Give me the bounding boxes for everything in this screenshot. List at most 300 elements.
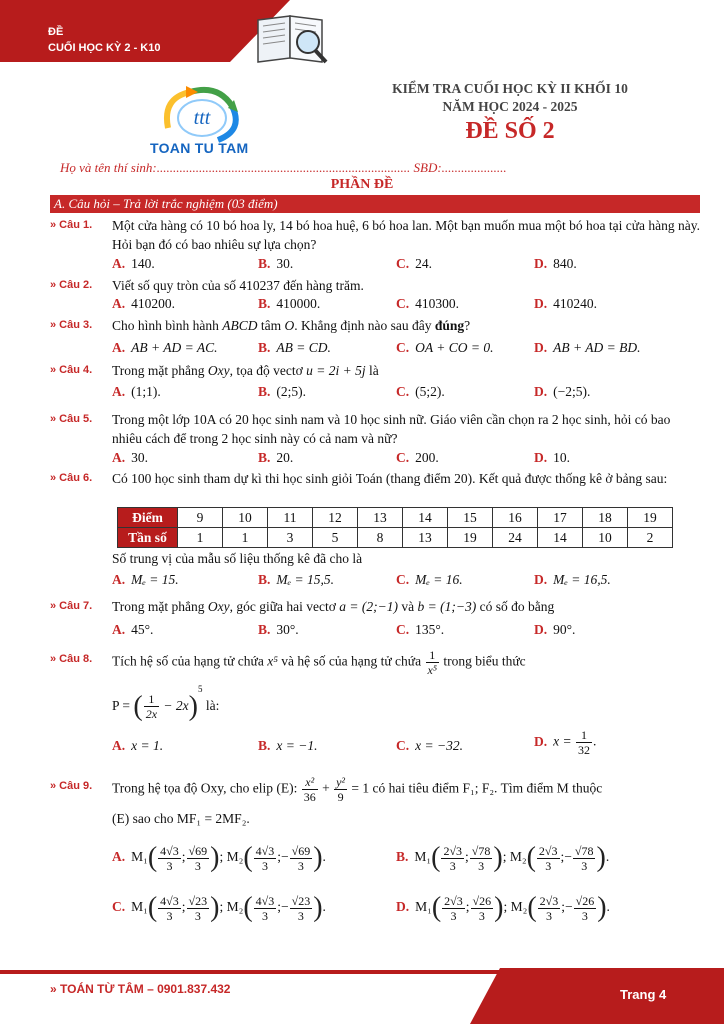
denominator: 3 — [297, 858, 304, 873]
stem-part: và — [398, 599, 418, 614]
option-key: D. — [534, 340, 548, 355]
option-text: 840. — [553, 256, 577, 271]
table-cell: 3 — [268, 528, 313, 548]
option-a — [112, 384, 161, 400]
option-key: A. — [112, 572, 126, 587]
question-label: » Câu 6. — [50, 472, 93, 484]
numerator: 1 — [426, 648, 440, 663]
section-title: A. Câu hỏi – Trả lời trắc nghiệm (03 điểm) — [50, 195, 700, 213]
numerator: x² — [302, 775, 318, 790]
denominator: 3 — [581, 908, 588, 923]
point-label: M₁ — [131, 899, 148, 915]
option-key: C. — [396, 738, 410, 753]
denominator: 3 — [261, 858, 268, 873]
separator: ; — [502, 849, 510, 865]
option-text: x = −1. — [276, 738, 318, 753]
stem-part: Trong hệ tọa độ Oxy, cho elip (E): — [112, 780, 301, 796]
paren-close: ) — [493, 842, 503, 873]
denominator: 3 — [166, 908, 173, 923]
denominator: 3 — [194, 908, 201, 923]
denominator: 9 — [337, 790, 344, 804]
stem-part: và hệ số của hạng tử chứa — [277, 653, 425, 669]
option-key: C. — [396, 340, 410, 355]
table-cell: 13 — [403, 528, 448, 548]
table-cell: 17 — [538, 508, 583, 528]
point-label: M₂ — [509, 849, 527, 865]
option-c — [396, 384, 445, 400]
denominator: 3 — [450, 908, 457, 923]
stem-part: O — [284, 318, 295, 333]
option-text: 90°. — [553, 622, 576, 637]
table-cell: 12 — [313, 508, 358, 528]
score-frequency-table — [117, 507, 673, 548]
option-a — [112, 256, 155, 272]
option-a — [112, 296, 175, 312]
question-6-followup: Số trung vị của mẫu số liệu thống kê đã cho là — [112, 551, 363, 566]
option-text: Mₑ = 16. — [415, 572, 463, 587]
table-cell: 19 — [628, 508, 673, 528]
point-label: M₂ — [226, 899, 244, 915]
question-label: » Câu 5. — [50, 413, 93, 425]
fraction — [537, 844, 560, 873]
option-c — [396, 256, 432, 272]
option-key: A. — [112, 256, 126, 271]
stem-part: đúng — [434, 318, 465, 333]
question-label: » Câu 2. — [50, 279, 93, 291]
expr-part: − 2x — [160, 698, 189, 713]
question-stem: Một cửa hàng có 10 bó hoa ly, 14 bó hoa huệ, 6 bó hoa lan. Một bạn muốn mua một bó hoa tại cửa hàng này. Hỏi bạn đó có bao nhiêu sự lựa chọn? — [112, 218, 701, 252]
question-stem: Trong một lớp 10A có 20 học sinh nam và 10 học sinh nữ. Giáo viên cần chọn ra 2 học sinh, hỏi có bao nhiêu cách để trong 2 học sinh này có cả nam và nữ? — [112, 412, 671, 446]
numerator: 2√3 — [443, 843, 463, 858]
stem-part: có số đo bằng — [476, 599, 555, 614]
paren-open: ( — [147, 892, 158, 923]
separator: ; — [277, 849, 281, 865]
minus-sign: − — [281, 899, 289, 915]
fraction — [158, 844, 181, 873]
fraction — [442, 894, 465, 923]
denominator: 3 — [261, 908, 268, 923]
separator: ; — [181, 849, 186, 865]
denominator: 36 — [303, 790, 316, 804]
denominator: 3 — [581, 858, 588, 873]
option-b — [258, 450, 293, 466]
option-text: 20. — [276, 450, 294, 465]
separator: ; — [465, 849, 469, 865]
numerator: √69 — [291, 843, 311, 858]
numerator: √78 — [574, 843, 594, 858]
option-b — [258, 340, 331, 356]
stem-part: Trong mặt phẳng — [112, 363, 208, 378]
stem-part: Oxy — [207, 599, 230, 614]
question-label: » Câu 3. — [50, 319, 93, 331]
denominator: 3 — [166, 858, 173, 873]
paren-close: ) — [494, 892, 504, 923]
table-row — [118, 528, 673, 548]
option-text: x = 1. — [131, 738, 164, 753]
stem-part: Oxy — [207, 363, 230, 378]
point-label: M₁ — [414, 849, 432, 865]
numerator: √26 — [472, 893, 492, 908]
option-d — [534, 296, 597, 312]
option-b — [258, 384, 306, 400]
page-number: Trang 4 — [620, 987, 667, 1002]
fraction — [471, 894, 494, 923]
numerator: 1 — [576, 728, 592, 743]
option-key: D. — [534, 622, 548, 637]
question-label: » Câu 1. — [50, 219, 93, 231]
option-a — [112, 572, 179, 588]
option-b — [258, 296, 320, 312]
option-text: (−2;5). — [553, 384, 591, 399]
option-text: 410000. — [276, 296, 321, 311]
question-label: » Câu 9. — [50, 780, 93, 792]
option-a — [112, 340, 217, 356]
separator: ; — [219, 899, 227, 915]
question-stem: Có 100 học sinh tham dự kì thi học sinh giỏi Toán (thang điểm 20). Kết quả được thống kê ở bảng sau: — [112, 471, 668, 486]
stem-part: b = (1;−3) — [417, 599, 477, 614]
option-text: 10. — [553, 450, 570, 465]
option-c — [396, 622, 444, 638]
paren-open: ( — [526, 842, 536, 873]
table-cell: 18 — [583, 508, 628, 528]
option-c — [396, 450, 439, 466]
fraction — [144, 692, 159, 721]
option-c — [396, 572, 463, 588]
stem-part: ? — [464, 318, 471, 333]
question-label: » Câu 7. — [50, 600, 93, 612]
paren-close: ) — [188, 690, 198, 722]
table-cell: 14 — [538, 528, 583, 548]
question-9-condition: (E) sao cho MF₁ = 2MF₂. — [112, 811, 250, 826]
question-stem: Trong hệ tọa độ Oxy, cho elip (E): $\frac{\text{x²}}{36}$ + $\frac{\text{y²}}{9}$ = 1 có hai tiêu điểm F₁; F₂. Tìm điểm M thuộc — [112, 775, 603, 804]
stem-part: , góc giữa hai vectơ — [229, 599, 340, 614]
option-key: C. — [396, 296, 410, 311]
option-key: D. — [396, 899, 410, 915]
stem-part: u = 2i + 5j — [306, 363, 366, 378]
option-text: x = — [553, 733, 575, 749]
option-text: (2;5). — [276, 384, 307, 399]
stem-part: = 1 có hai tiêu điểm F₁; F₂. Tìm điểm M thuộc — [348, 780, 603, 796]
question-stem: Viết số quy tròn của số 410237 đến hàng trăm. — [112, 278, 364, 293]
table-row — [118, 508, 673, 528]
table-header-cell: Điểm — [118, 508, 178, 528]
logo-text: TOAN TU TAM — [150, 140, 249, 156]
question-stem — [112, 361, 700, 380]
table-header-cell: Tần số — [118, 528, 178, 548]
fraction — [441, 844, 464, 873]
table-cell: 10 — [223, 508, 268, 528]
stem-part: Cho hình bình hành — [112, 318, 223, 333]
option-key: B. — [396, 849, 409, 865]
stem-part: x⁵ — [267, 653, 278, 669]
fraction — [290, 844, 313, 873]
paren-open: ( — [133, 690, 143, 722]
table-cell: 24 — [493, 528, 538, 548]
numerator: 2√3 — [444, 893, 463, 908]
stem-part: Tích hệ số của hạng tử chứa — [112, 653, 268, 669]
table-cell: 10 — [583, 528, 628, 548]
option-d — [534, 450, 570, 466]
option-key: B. — [258, 738, 271, 753]
fraction — [573, 844, 596, 873]
option-a — [112, 738, 163, 754]
option-d — [534, 256, 577, 272]
option-text: 410300. — [415, 296, 459, 311]
expr-part: P = — [112, 698, 134, 713]
option-text: 410200. — [131, 296, 175, 311]
option-c — [396, 738, 463, 754]
option-text: 140. — [131, 256, 155, 271]
option-key: A. — [112, 849, 126, 865]
table-cell: 19 — [448, 528, 493, 548]
option-key: C. — [396, 622, 410, 637]
stem-part: . Khẳng định nào sau đây — [294, 318, 435, 333]
option-a: A. M₁( $\frac{4√3}{3}$ ; $\frac{√69}{3}$ ); M₂( $\frac{4√3}{3}$ ;− $\frac{√69}{3}$ ). — [112, 842, 326, 873]
separator: ; — [277, 899, 281, 915]
student-info-line: Họ và tên thí sinh:.............................................................................. SBD:.................... — [60, 160, 507, 175]
option-text: 24. — [415, 256, 432, 271]
fraction — [538, 894, 561, 923]
paren-close: ) — [210, 842, 220, 873]
fraction — [187, 844, 210, 873]
denominator: 3 — [297, 908, 304, 923]
option-text: AB = CD. — [276, 340, 331, 355]
option-d — [534, 384, 590, 400]
part-title: PHẦN ĐỀ — [330, 177, 394, 192]
option-b — [258, 622, 299, 638]
numerator: 4√3 — [160, 893, 179, 908]
option-key: D. — [534, 450, 548, 465]
question-stem — [112, 316, 700, 335]
option-text: Mₑ = 15. — [131, 572, 179, 587]
paren-close: ) — [596, 842, 606, 873]
table-cell: 11 — [268, 508, 313, 528]
option-key: B. — [258, 622, 271, 637]
denominator: 3 — [478, 908, 485, 923]
stem-part: trong biểu thức — [440, 653, 526, 669]
paren-open: ( — [147, 842, 158, 873]
point-label: M₁ — [415, 899, 432, 915]
option-text: 30. — [276, 256, 294, 271]
exam-title-line1: KIỂM TRA CUỐI HỌC KỲ II KHỐI 10 — [392, 81, 628, 96]
option-key: B. — [258, 572, 271, 587]
option-c: C. M₁( $\frac{4√3}{3}$ ; $\frac{√23}{3}$ ); M₂( $\frac{4√3}{3}$ ;− $\frac{√23}{3}$ ). — [112, 892, 326, 923]
minus-sign: − — [281, 849, 289, 865]
option-key: D. — [534, 384, 548, 399]
header-de-label: ĐỀ — [48, 26, 64, 38]
option-key: C. — [112, 899, 126, 915]
stem-part: Trong mặt phẳng — [112, 599, 208, 614]
denominator: 3 — [449, 858, 456, 873]
option-a — [112, 622, 153, 638]
paren-close: ) — [210, 892, 220, 923]
denominator: 3 — [194, 858, 201, 873]
numerator: 1 — [144, 692, 159, 707]
option-key: A. — [112, 622, 126, 637]
option-b — [258, 572, 334, 588]
table-cell: 15 — [448, 508, 493, 528]
fraction — [254, 844, 277, 873]
separator: ; — [219, 849, 227, 865]
fraction — [426, 648, 440, 677]
separator: ; — [560, 849, 565, 865]
header-subtitle: CUỐI HỌC KỲ 2 - K10 — [48, 42, 161, 54]
exam-title — [380, 80, 640, 116]
option-key: C. — [396, 256, 410, 271]
option-key: A. — [112, 340, 126, 355]
denominator: 2x — [145, 707, 158, 722]
numerator: 4√3 — [255, 893, 275, 908]
option-text: 30. — [131, 450, 148, 465]
stem-part: ABCD — [222, 318, 258, 333]
denominator: 3 — [545, 908, 552, 923]
option-d — [534, 340, 640, 356]
book-magnifier-icon — [252, 8, 332, 66]
footer-contact: » TOÁN TỪ TÂM – 0901.837.432 — [50, 982, 231, 996]
paren-open: ( — [431, 842, 441, 873]
option-key: B. — [258, 296, 271, 311]
option-text: AB + AD = AC. — [131, 340, 218, 355]
exponent: 5 — [197, 684, 203, 694]
option-key: A. — [112, 296, 126, 311]
table-cell: 8 — [358, 528, 403, 548]
option-d: D. x = $\frac{1}{32}$ . — [534, 728, 597, 757]
option-key: B. — [258, 450, 271, 465]
logo-mark: ttt — [193, 107, 211, 129]
option-text: 200. — [415, 450, 439, 465]
option-text: 30°. — [276, 622, 299, 637]
separator: ; — [503, 899, 511, 915]
table-cell: 2 — [628, 528, 673, 548]
stem-part: , tọa độ vectơ — [229, 363, 307, 378]
option-text: 135°. — [415, 622, 445, 637]
table-cell: 16 — [493, 508, 538, 528]
stem-part: tâm — [257, 318, 285, 333]
table-cell: 9 — [178, 508, 223, 528]
separator: ; — [561, 899, 565, 915]
option-c — [396, 296, 459, 312]
exam-number: ĐỀ SỐ 2 — [465, 118, 555, 144]
numerator: √78 — [471, 843, 491, 858]
paren-close: ) — [313, 892, 323, 923]
numerator: 4√3 — [160, 843, 179, 858]
option-key: C. — [396, 384, 410, 399]
table-cell: 13 — [358, 508, 403, 528]
fraction — [187, 894, 210, 923]
numerator: 2√3 — [539, 893, 559, 908]
denominator: 3 — [545, 858, 552, 873]
paren-close: ) — [313, 842, 323, 873]
fraction — [302, 775, 318, 804]
denominator: 32 — [577, 743, 590, 757]
question-stem — [112, 648, 700, 677]
fraction — [574, 894, 597, 923]
separator: ; — [465, 899, 470, 915]
paren-open: ( — [243, 842, 253, 873]
option-key: B. — [258, 340, 271, 355]
numerator: 4√3 — [255, 843, 275, 858]
option-key: D. — [534, 572, 548, 587]
option-text: (5;2). — [415, 384, 445, 399]
minus-sign: − — [565, 899, 573, 915]
paren-open: ( — [243, 892, 253, 923]
stem-part: là — [365, 363, 379, 378]
option-d — [534, 622, 575, 638]
option-text: 45°. — [131, 622, 154, 637]
fraction — [334, 775, 347, 804]
option-a — [112, 450, 148, 466]
paren-open: ( — [527, 892, 537, 923]
fraction — [254, 894, 277, 923]
table-cell: 5 — [313, 528, 358, 548]
footer-right-band — [470, 968, 724, 1024]
fraction — [158, 894, 181, 923]
question-stem — [112, 597, 700, 616]
fraction — [290, 894, 313, 923]
option-key: A. — [112, 384, 126, 399]
option-text: OA + CO = 0. — [415, 340, 494, 355]
denominator: x⁵ — [427, 663, 437, 677]
option-key: C. — [396, 572, 410, 587]
option-key: B. — [258, 384, 271, 399]
expr-part: là: — [202, 698, 220, 713]
question-label: » Câu 8. — [50, 653, 93, 665]
option-text: x = −32. — [415, 738, 463, 753]
option-d — [534, 572, 611, 588]
paren-close: ) — [597, 892, 607, 923]
option-b — [258, 256, 293, 272]
point-label: M₂ — [510, 899, 528, 915]
numerator: √23 — [188, 893, 208, 908]
paren-open: ( — [431, 892, 442, 923]
point-label: M₂ — [226, 849, 244, 865]
option-key: A. — [112, 738, 126, 753]
numerator: y² — [336, 775, 346, 789]
option-key: D. — [534, 256, 548, 271]
option-b: B. M₁( $\frac{2√3}{3}$ ; $\frac{√78}{3}$ ); M₂( $\frac{2√3}{3}$ ;− $\frac{√78}{3}$ ). — [396, 842, 610, 873]
table-cell: 1 — [178, 528, 223, 548]
option-key: A. — [112, 450, 126, 465]
question-8-expression — [112, 684, 219, 723]
minus-sign: − — [564, 849, 572, 865]
option-key: D. — [534, 733, 548, 749]
option-d: D. M₁( $\frac{2√3}{3}$ ; $\frac{√26}{3}$ ); M₂( $\frac{2√3}{3}$ ;− $\frac{√26}{3}$ ). — [396, 892, 610, 923]
question-label: » Câu 4. — [50, 364, 93, 376]
numerator: √26 — [575, 893, 595, 908]
option-text: (1;1). — [131, 384, 161, 399]
fraction — [576, 728, 592, 757]
option-text: Mₑ = 15,5. — [276, 572, 335, 587]
option-text: Mₑ = 16,5. — [553, 572, 611, 587]
table-cell: 1 — [223, 528, 268, 548]
option-text: AB + AD = BD. — [553, 340, 641, 355]
option-key: B. — [258, 256, 271, 271]
stem-part: a = (2;−1) — [339, 599, 399, 614]
option-key: D. — [534, 296, 548, 311]
table-cell: 14 — [403, 508, 448, 528]
option-c — [396, 340, 493, 356]
option-text: 410240. — [553, 296, 597, 311]
denominator: 3 — [478, 858, 485, 873]
numerator: √69 — [188, 843, 208, 858]
point-label: M₁ — [131, 849, 148, 865]
separator: ; — [181, 899, 186, 915]
numerator: 2√3 — [538, 843, 558, 858]
option-b — [258, 738, 317, 754]
exam-title-line2: NĂM HỌC 2024 - 2025 — [442, 99, 578, 114]
option-key: C. — [396, 450, 410, 465]
fraction — [470, 844, 493, 873]
